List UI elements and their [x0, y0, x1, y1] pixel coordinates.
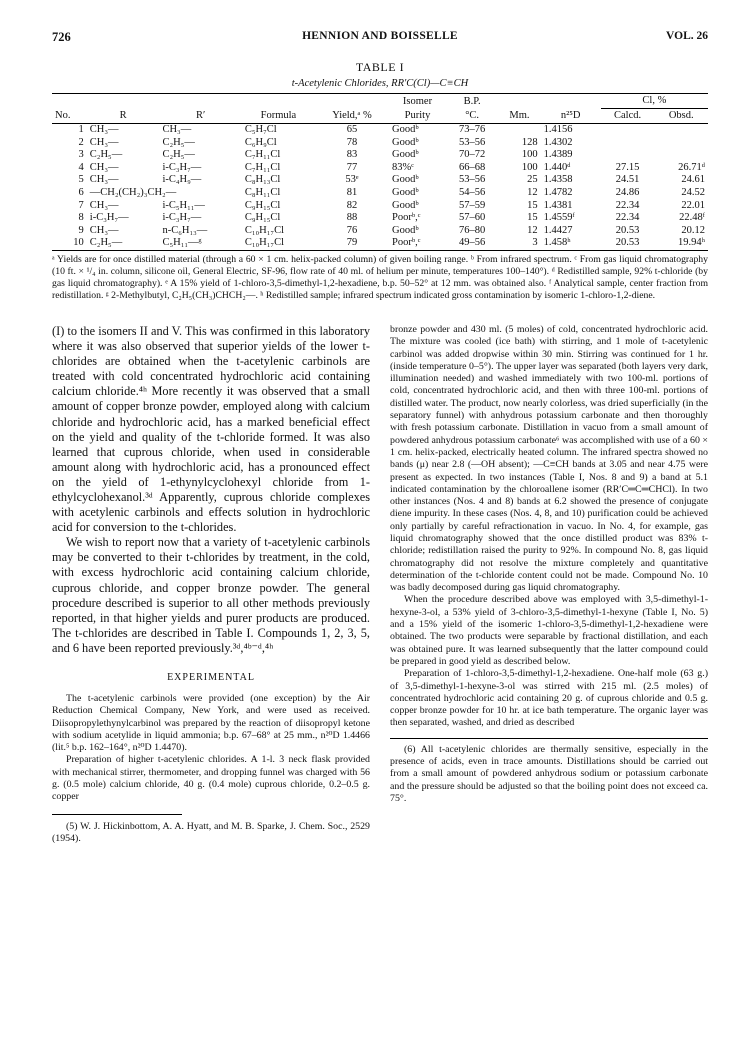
- body-paragraph: Preparation of 1-chloro-3,5-dimethyl-1,2-hexadiene. One-half mole (63 g.) of 3,5-dimethyl-1-hexyne-3-ol was stirred with 215 ml. (2.5 moles) of concentrated hydrochloric acid containing 20 g. of cuprous chloride and 0.5 g. copper bronze powder for 10 hr. at ice bath temperature. The organic layer was then separated, washed, and dried as described: [390, 668, 708, 729]
- table-row: 10 C₂H₅— C₅H₁₁—ᵍ C₁₀H₁₇Cl 79 Poorᵇ,ᶜ 49–56 3 1.458ʰ 20.53 19.94ʰ: [52, 237, 708, 250]
- data-table: [52, 93, 708, 251]
- body-paragraph: When the procedure described above was employed with 3,5-dimethyl-1-hexyne-3-ol, a 53% yield of 3-chloro-3,5-dimethyl-1-hexyne (Table I, No. 5) and a 15% yield of the isomeric 1-chloro-3,5-dimethyl-1,2-hexadiene were obtained. The two products were separable by fractional distillation, and each was obtained pure. It was learned subsequently that the latter compound could be prepared in good yield as described below.: [390, 594, 708, 667]
- volume-label: VOL. 26: [666, 30, 708, 42]
- section-heading: EXPERIMENTAL: [167, 672, 255, 683]
- table-row: 7 CH₃— i-C₅H₁₁— C₉H₁₅Cl 82 Goodᵇ 57–59 15 1.4381 22.34 22.01: [78, 199, 705, 211]
- body-paragraph: Preparation of higher t-acetylenic chlorides. A 1-l. 3 neck flask provided with mechanical stirrer, thermometer, and dropping funnel was charged with 56 g. (0.5 mole) calcium chloride, 40 g. (0.4 mole) cuprous chloride, 0.2–0.5 g. copper: [52, 754, 370, 803]
- col-header-bp-unit: °C.: [465, 110, 480, 121]
- body-paragraph: The t-acetylenic carbinols were provided (one exception) by the Air Reduction Chemical Company, New York, and were used as received. Diisopropylethynylcarbinol was prepared by the reaction of diisopropyl ketone with sodium acetylide in liquid ammonia; b.p. 67–68° at 25 mm., n²⁰D 1.4466 (lit.⁵ b.p. 162–164°, n²⁰D 1.4470).: [52, 693, 370, 754]
- table-footnote: ᵃ Yields are for once distilled material (through a 60 × 1 cm. helix-packed column) of given boiling range. ᵇ From infrared spectrum. ᶜ From gas liquid chromatography (10 ft. × ¹/₄ in. column, silicone oil, General Electric, SF-96, flow rate of 40 ml. of helium per minute, temperatures 100–140°). ᵈ Redistilled sample, 92% t-chloride (by gas liquid chromatography). ᵉ A 15% yield of 1-chloro-3,5-dimethyl-1,2-hexadiene, b.p. 50–52° at 12 mm. was obtained also. ᶠ Analytical sample, center fraction from redistillation. ᵍ 2-Methylbutyl, C₂H₅(CH₃)CHCH₂—. ʰ Redistilled sample; infrared spectrum indicated gross contamination by isomeric 1-chloro-1,2-diene.: [52, 253, 708, 301]
- reference-note: (5) W. J. Hickinbottom, A. A. Hyatt, and M. B. Sparke, J. Chem. Soc., 2529 (1954).: [52, 820, 370, 844]
- running-title: HENNION AND BOISSELLE: [302, 30, 458, 42]
- col-header-r-prime: R′: [195, 110, 206, 121]
- col-header-formula: Formula: [260, 110, 297, 121]
- col-header-purity: Purity: [404, 110, 431, 121]
- col-header-mm: Mm.: [509, 110, 530, 121]
- col-header-no: No.: [55, 110, 71, 121]
- body-paragraph: (I) to the isomers II and V. This was confirmed in this laboratory where it was also observed that superior yields of the lower t-chlorides are obtained when the t-acetylenic carbinols are treated with cold concentrated hydrochloric acid containing calcium chloride.⁴ʰ More recently it was observed that a small amount of copper bronze powder, employed along with calcium chloride and hydrochloric acid, has a marked beneficial effect on the yield and quality of the t-chloride formed. It was also learned that cuprous chloride, when used in considerable amount along with hydrochloric acid, has a pronounced effect on the yield of 1-ethynylcyclohexyl chloride from 1-ethylcyclohexanol.³ᵈ Apparently, cuprous chloride complexes with acetylenic carbinols and effects solution in hydrochloric acid for conversion to the t-chlorides.: [52, 323, 370, 535]
- col-header-nd: n²⁵D: [560, 110, 581, 121]
- right-column: [390, 324, 708, 805]
- body-columns: [52, 324, 708, 1064]
- body-paragraph: bronze powder and 430 ml. (5 moles) of cold, concentrated hydrochloric acid. The mixture was cooled (ice bath) with stirring, and 1 mole of t-acetylenic carbinol was added dropwise within 30 min. Stirring was continued for 1 hr. (inside temperature 0–5°). The upper layer was separated (both layers very dark, illumination needed) and washed immediately with two 100-ml. portions of cold, concentrated hydrochloric acid, and then with three 100-ml. portions of distilled water. The product, now nearly colorless, was dried superficially (in the separatory funnel) with anhydrous potassium carbonate and then thoroughly with fresh potassium carbonate. Distillation in vacuo from a small amount of powdered anhydrous potassium carbonate⁶ was accomplished with use of a 60 × 1 cm. helix-packed, electrically heated column. The infrared spectra showed no bands (μ) near 2.8 (—OH absent); —C≡CH bands at 3.05 and near 4.75 were present as expected. In two instances (Table I, Nos. 8 and 9) a band at 5.1 indicated contamination by the chloroallene isomer (RR′C═C═CHCl). In two other instances (Nos. 4 and 8) bands at 6.2 showed the presence of conjugate diene impurity. In these cases (Nos. 4, 8, and 10) purification could be achieved only partially by careful refractionation in vacuo. In No. 4, for example, gas liquid chromatography showed that the once distilled product was 83% t-chloride; redistillation raised the purity to 92%. In compound No. 8, gas liquid chromatography did not resolve the mixture completely and quantitative determination of the t-chloride content could not be made. Compound No. 10 was badly decomposed during gas liquid chromatography.: [390, 323, 708, 594]
- table-row: 4 CH₃— i-C₃H₇— C₇H₁₁Cl 77 83%ᶜ 66–68 100 1.440ᵈ 27.15 26.71ᵈ: [78, 161, 705, 173]
- footnote-divider: [52, 814, 182, 815]
- table-row: 8 i-C₃H₇— i-C₃H₇— C₉H₁₅Cl 88 Poorᵇ,ᶜ 57–60 15 1.4559ᶠ 22.34 22.48ᶠ: [78, 212, 705, 224]
- table-row: 9 CH₃— n-C₆H₁₃— C₁₀H₁₇Cl 76 Goodᵇ 76–80 12 1.4427 20.53 20.12: [78, 224, 705, 236]
- footnote-divider: [390, 738, 708, 739]
- table-subcaption: t-Acetylenic Chlorides, RR′C(Cl)—C≡CH: [291, 78, 469, 89]
- reference-note: (6) All t-acetylenic chlorides are thermally sensitive, especially in the presence of acids, even in trace amounts. Distillations should be carried out from a small amount of powdered anhydrous sodium or potassium carbonate and the pressure should be adjusted so that the boiling point does not exceed ca. 75°.: [390, 743, 708, 804]
- col-header-isomer: Isomer: [402, 95, 433, 107]
- table-row: 3 C₂H₅— C₂H₅— C₇H₁₁Cl 83 Goodᵇ 70–72 100 1.4389: [78, 149, 573, 161]
- running-header: [52, 30, 708, 48]
- table-row: 2 CH₃— C₂H₅— C₆H₉Cl 78 Goodᵇ 53–56 128 1.4302: [78, 136, 573, 148]
- col-header-obsd: Obsd.: [668, 110, 694, 121]
- table-row: 6 —CH₂(CH₂)₃CH₂— C₈H₁₁Cl 81 Goodᵇ 54–56 12 1.4782 24.86 24.52: [78, 186, 705, 198]
- col-header-calcd: Calcd.: [614, 110, 642, 121]
- page-number: 726: [52, 30, 71, 44]
- col-header-r: R: [119, 110, 127, 121]
- table-row: 5 CH₃— i-C₄H₉— C₈H₁₃Cl 53ᵉ Goodᵇ 53–56 25 1.4358 24.51 24.61: [78, 174, 705, 186]
- journal-page: [52, 30, 708, 1064]
- table-caption: TABLE I: [355, 60, 405, 74]
- col-header-bp: B.P.: [463, 95, 481, 107]
- table-row: 1 CH₃— CH₃— C₅H₇Cl 65 Goodᵇ 73–76 1.4156: [78, 124, 573, 135]
- col-header-cl: Cl, %: [601, 94, 708, 109]
- body-paragraph: We wish to report now that a variety of t-acetylenic carbinols may be converted to their t-chlorides by treatment, in the cold, with excess hydrochloric acid containing calcium chloride, cuprous chloride, and copper bronze powder. The general procedure described is superior to all other methods previously reported, in that higher yields and purer products are produced. The t-chlorides are described in Table I. Compounds 1, 2, 3, 5, and 6 have been reported previously.³ᵈ,⁴ᵇ⁻ᵈ,⁴ʰ: [52, 535, 370, 655]
- left-column: [52, 324, 370, 845]
- col-header-yield: Yield,ᵃ %: [332, 110, 372, 121]
